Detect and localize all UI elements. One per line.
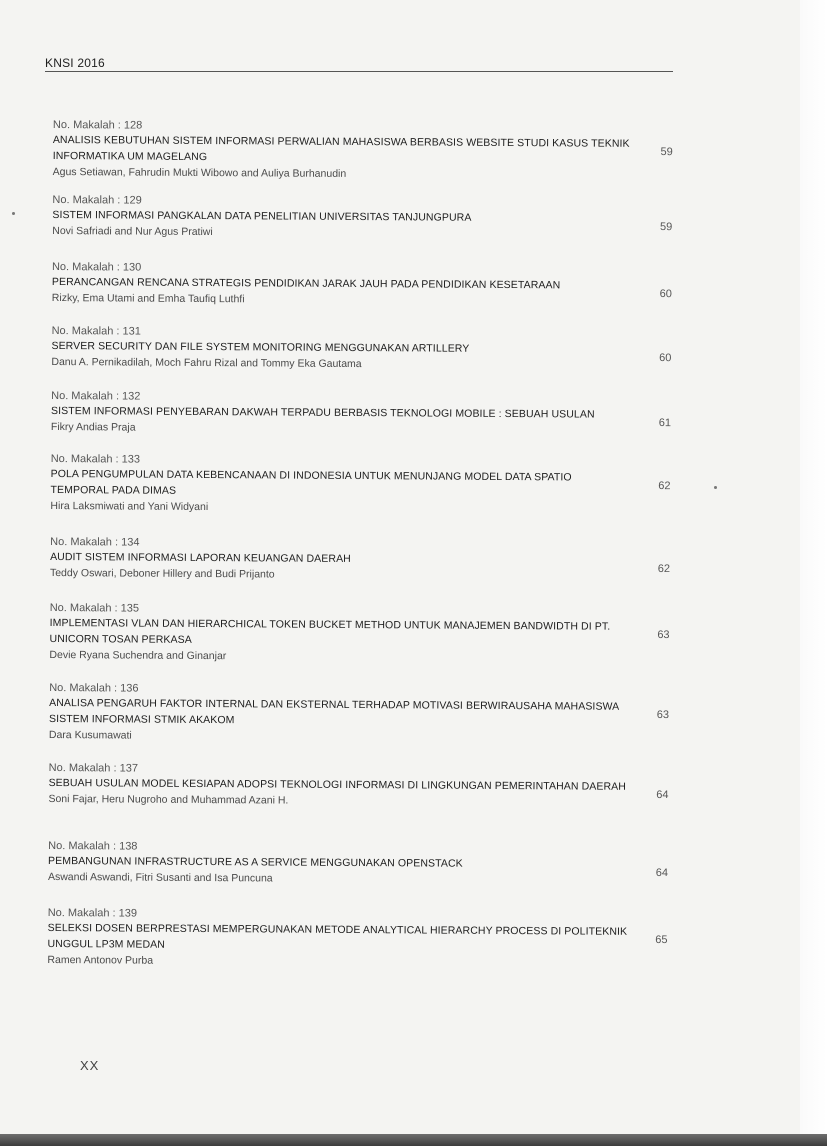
table-of-contents (47, 118, 673, 980)
paper-number: No. Makalah : 134 (50, 535, 140, 549)
paper-authors: Aswandi Aswandi, Fitri Susanti and Isa Puncuna (47, 870, 273, 885)
paper-number: No. Makalah : 129 (52, 193, 142, 207)
paper-number: No. Makalah : 130 (51, 260, 142, 274)
toc-entry (50, 535, 670, 605)
toc-entry (50, 452, 671, 539)
page-reference: 64 (656, 789, 669, 802)
page-number: XX (80, 1058, 100, 1073)
scan-margin (800, 0, 827, 1134)
paper-authors: Agus Setiawan, Fahrudin Mukti Wibowo and Auliya Burhanudin (52, 165, 347, 180)
paper-title: ANALISA PENGARUH FAKTOR INTERNAL DAN EKSTERNAL TERHADAP MOTIVASI BERWIRAUSAHA MAHASISWA SISTEM INFORMASI STMIK AKAKOM (48, 696, 619, 727)
paper-authors: Rizky, Ema Utami and Emha Taufiq Luthfi (51, 291, 245, 306)
page-reference: 63 (657, 629, 670, 642)
paper-number: No. Makalah : 132 (51, 389, 141, 403)
paper-authors: Dara Kusumawati (48, 728, 132, 742)
scan-speck (714, 486, 717, 489)
page-reference: 61 (658, 417, 672, 430)
paper-number: No. Makalah : 137 (48, 761, 139, 775)
paper-title: SEBUAH USULAN MODEL KESIAPAN ADOPSI TEKNOLOGI INFORMASI DI LINGKUNGAN PEMERINTAHAN DAERAH (48, 776, 627, 793)
page-reference: 63 (656, 709, 670, 722)
paper-authors: Danu A. Pernikadilah, Moch Fahru Rizal and Tommy Eka Gautama (51, 355, 362, 371)
paper-title: SISTEM INFORMASI PENYEBARAN DAKWAH TERPADU BERBASIS TEKNOLOGI MOBILE : SEBUAH USULAN (51, 404, 595, 421)
paper-number: No. Makalah : 131 (51, 324, 141, 338)
paper-title: ANALISIS KEBUTUHAN SISTEM INFORMASI PERWALIAN MAHASISWA BERBASIS WEBSITE STUDI KASUS TEKNIK INFORMATIKA UM MAGELANG (52, 133, 630, 164)
paper-number: No. Makalah : 136 (49, 681, 139, 695)
toc-entry (51, 324, 671, 393)
toc-entry (48, 761, 669, 843)
paper-title: AUDIT SISTEM INFORMASI LAPORAN KEUANGAN DAERAH (50, 550, 351, 565)
page-reference: 65 (655, 934, 668, 947)
paper-authors: Teddy Oswari, Deboner Hillery and Budi Prijanto (49, 566, 275, 581)
page-reference: 60 (659, 352, 672, 365)
paper-authors: Soni Fajar, Heru Nugroho and Muhammad Azani H. (48, 792, 289, 807)
paper-number: No. Makalah : 135 (49, 601, 140, 615)
toc-entry (48, 839, 668, 910)
paper-number: No. Makalah : 139 (47, 906, 138, 920)
header-rule (45, 71, 673, 72)
paper-title: IMPLEMENTASI VLAN DAN HIERARCHICAL TOKEN BUCKET METHOD UNTUK MANAJEMEN BANDWIDTH DI PT. UNICORN TOSAN PERKASA (49, 616, 611, 646)
running-header: KNSI 2016 (45, 56, 105, 70)
paper-authors: Devie Ryana Suchendra and Ginanjar (49, 648, 227, 663)
paper-authors: Ramen Antonov Purba (47, 953, 154, 967)
toc-entry (52, 193, 672, 264)
paper-title: SELEKSI DOSEN BERPRESTASI MEMPERGUNAKAN METODE ANALYTICAL HIERARCHY PROCESS DI POLITEKNIK UNGGUL LP3M MEDAN (47, 921, 628, 951)
page-reference: 64 (655, 867, 669, 880)
page-reference: 62 (658, 480, 671, 493)
toc-entry (52, 260, 672, 328)
paper-title: SISTEM INFORMASI PANGKALAN DATA PENELITIAN UNIVERSITAS TANJUNGPURA (52, 208, 472, 224)
toc-entry (49, 601, 670, 685)
paper-authors: Fikry Andias Praja (50, 420, 136, 434)
page-reference: 62 (657, 563, 671, 576)
paper-title: PEMBANGUNAN INFRASTRUCTURE AS A SERVICE MENGGUNAKAN OPENSTACK (48, 854, 463, 870)
paper-authors: Hira Laksmiwati and Yani Widyani (50, 499, 209, 514)
toc-entry (47, 906, 667, 980)
paper-title: SERVER SECURITY DAN FILE SYSTEM MONITORING MENGGUNAKAN ARTILLERY (51, 339, 470, 355)
paper-title: PERANCANGAN RENCANA STRATEGIS PENDIDIKAN JARAK JAUH PADA PENDIDIKAN KESETARAAN (51, 275, 561, 292)
toc-entry (53, 118, 673, 197)
scan-speck (12, 212, 15, 215)
paper-number: No. Makalah : 133 (50, 452, 141, 466)
toc-entry (51, 389, 671, 456)
page-reference: 59 (660, 146, 673, 159)
page-reference: 60 (659, 288, 672, 301)
paper-authors: Novi Safriadi and Nur Agus Pratiwi (52, 224, 213, 239)
scan-bottom-shadow (0, 1134, 827, 1146)
page-reference: 59 (660, 221, 673, 234)
toc-entry (49, 681, 670, 765)
paper-title: POLA PENGUMPULAN DATA KEBENCANAAN DI INDONESIA UNTUK MENUNJANG MODEL DATA SPATIO TEMPORAL PADA DIMAS (50, 467, 572, 497)
paper-number: No. Makalah : 138 (48, 839, 138, 853)
paper-number: No. Makalah : 128 (52, 118, 143, 132)
